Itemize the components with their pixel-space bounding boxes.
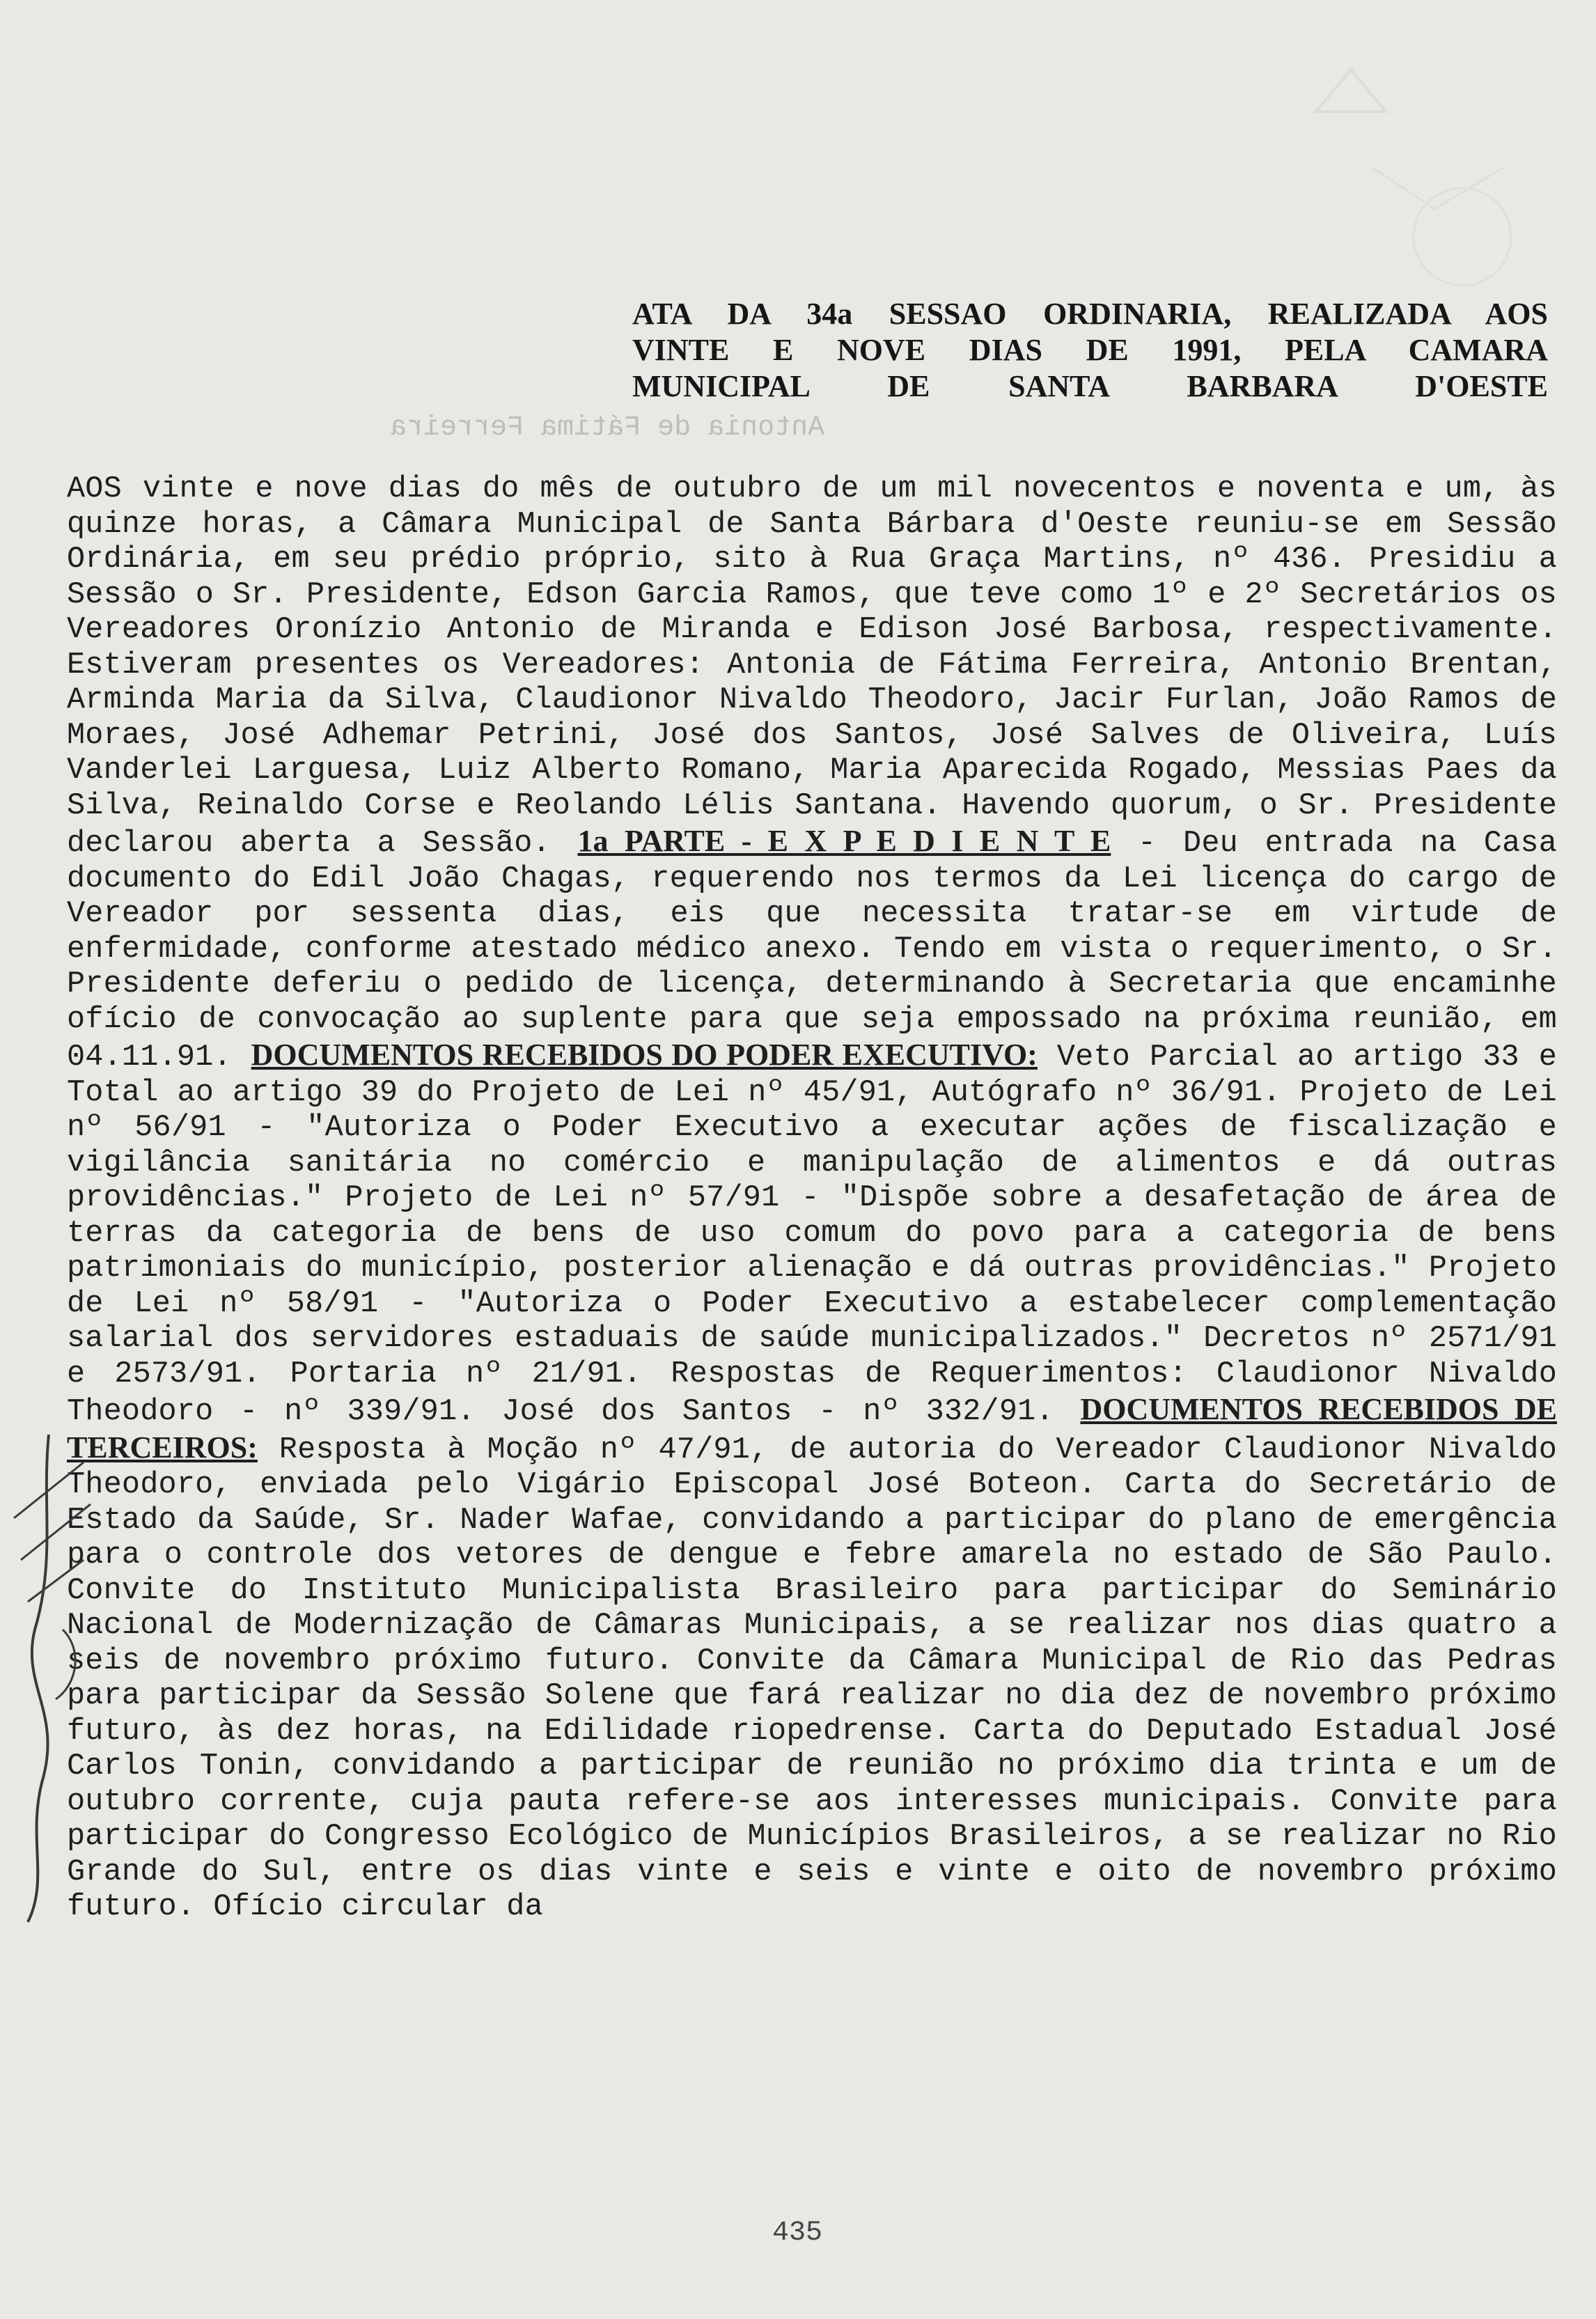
expediente-heading: 1a PARTE - E X P E D I E N T E [577,824,1111,858]
executive-documents-heading: DOCUMENTOS RECEBIDOS DO PODER EXECUTIVO: [251,1038,1038,1072]
third-party-documents-heading: DOCUMENTOS RECEBIDOS DE TERCEIROS: [67,1392,1557,1465]
third-party-documents-text: Resposta à Moção nº 47/91, de autoria do Vereador Claudionor Nivaldo Theodoro, enviada pelo Vigário Episcopal José Boteon. Carta do Secretário de Estado da Saúde, Sr. Nader Wafae, convidando a participar do plano de emergência para o controle dos vetores de dengue e febre amarela no estado de São Paulo. Convite do Instituto Municipalista Brasileiro para participar do Seminário Nacional de Modernização de Câmaras Municipais, a se realizar nos dias quatro a seis de novembro próximo futuro. Convite da Câmara Municipal de Rio das Pedras para participar da Sessão Solene que fará realizar no dia dez de novembro próximo futuro, às dez horas, na Edilidade riopedrense. Carta do Deputado Estadual José Carlos Tonin, convidando a participar de reunião no próximo dia trinta e um de outubro corrente, cuja pauta refere-se aos interesses municipais. Convite para participar do Congresso Ecológico de Municípios Brasileiros, a se realizar no Rio Grande do Sul, entre os dias vinte e seis e vinte e oito de novembro próximo futuro. Ofício circular da [67,1432,1557,1924]
title-line-1: ATA DA 34a SESSAO ORDINARIA, REALIZADA AOS [632,297,1548,331]
stamp-watermark [1142,28,1574,320]
opening-paragraph: AOS vinte e nove dias do mês de outubro de um mil novecentos e noventa e um, às quinze horas, a Câmara Municipal de Santa Bárbara d'Oeste reuniu-se em Sessão Ordinária, em seu prédio próprio, sito à Rua Graça Martins, nº 436. Presidiu a Sessão o Sr. Presidente, Edson Garcia Ramos, que teve como 1º e 2º Secretários os Vereadores Oronízio Antonio de Miranda e Edison José Barbosa, respectivamente. Estiveram presentes os Vereadores: Antonia de Fátima Ferreira, Antonio Brentan, Arminda Maria da Silva, Claudionor Nivaldo Theodoro, Jacir Furlan, João Ramos de Moraes, José Adhemar Petrini, José dos Santos, José Salves de Oliveira, Luís Vanderlei Larguesa, Luiz Alberto Romano, Maria Aparecida Rogado, Messias Paes da Silva, Reinaldo Corse e Reolando Lélis Santana. Havendo quorum, o Sr. Presidente declarou aberta a Sessão. [67,472,1557,861]
page-number: 435 [772,2217,822,2249]
bleed-through-text: Antonia de Fátima Ferreira [390,412,825,444]
handwritten-signature [0,1421,111,1936]
document-body [67,472,1557,1926]
document-title [632,296,1548,405]
body-text [67,472,1557,1926]
title-line-3: MUNICIPAL DE SANTA BARBARA D'OESTE [632,369,1548,403]
expediente-text: - Deu entrada na Casa documento do Edil João Chagas, requerendo nos termos da Lei licença do cargo de Vereador por sessenta dias, eis que necessita tratar-se em virtude de enfermidade, conforme atestado médico anexo. Tendo em vista o requerimento, o Sr. Presidente deferiu o pedido de licença, determinando à Secretaria que encaminhe ofício de convocação ao suplente para que seja empossado na próxima reunião, em 04.11.91. [67,827,1557,1075]
title-line-2: VINTE E NOVE DIAS DE 1991, PELA CAMARA [632,333,1548,367]
executive-documents-text: Veto Parcial ao artigo 33 e Total ao artigo 39 do Projeto de Lei nº 45/91, Autógrafo nº 36/91. Projeto de Lei nº 56/91 - "Autoriza o Poder Executivo a executar ações de fiscalização e vigilância sanitária no comércio e manipulação de alimentos e dá outras providências." Projeto de Lei nº 57/91 - "Dispõe sobre a desafetação de área de terras da categoria de bens de uso comum do povo para a categoria de bens patrimoniais do município, posterior alienação e dá outras providências." Projeto de Lei nº 58/91 - "Autoriza o Poder Executivo a estabelecer complementação salarial dos servidores estaduais de saúde municipalizados." Decretos nº 2571/91 e 2573/91. Portaria nº 21/91. Respostas de Requerimentos: Claudionor Nivaldo Theodoro - nº 339/91. José dos Santos - nº 332/91. [67,1040,1558,1429]
